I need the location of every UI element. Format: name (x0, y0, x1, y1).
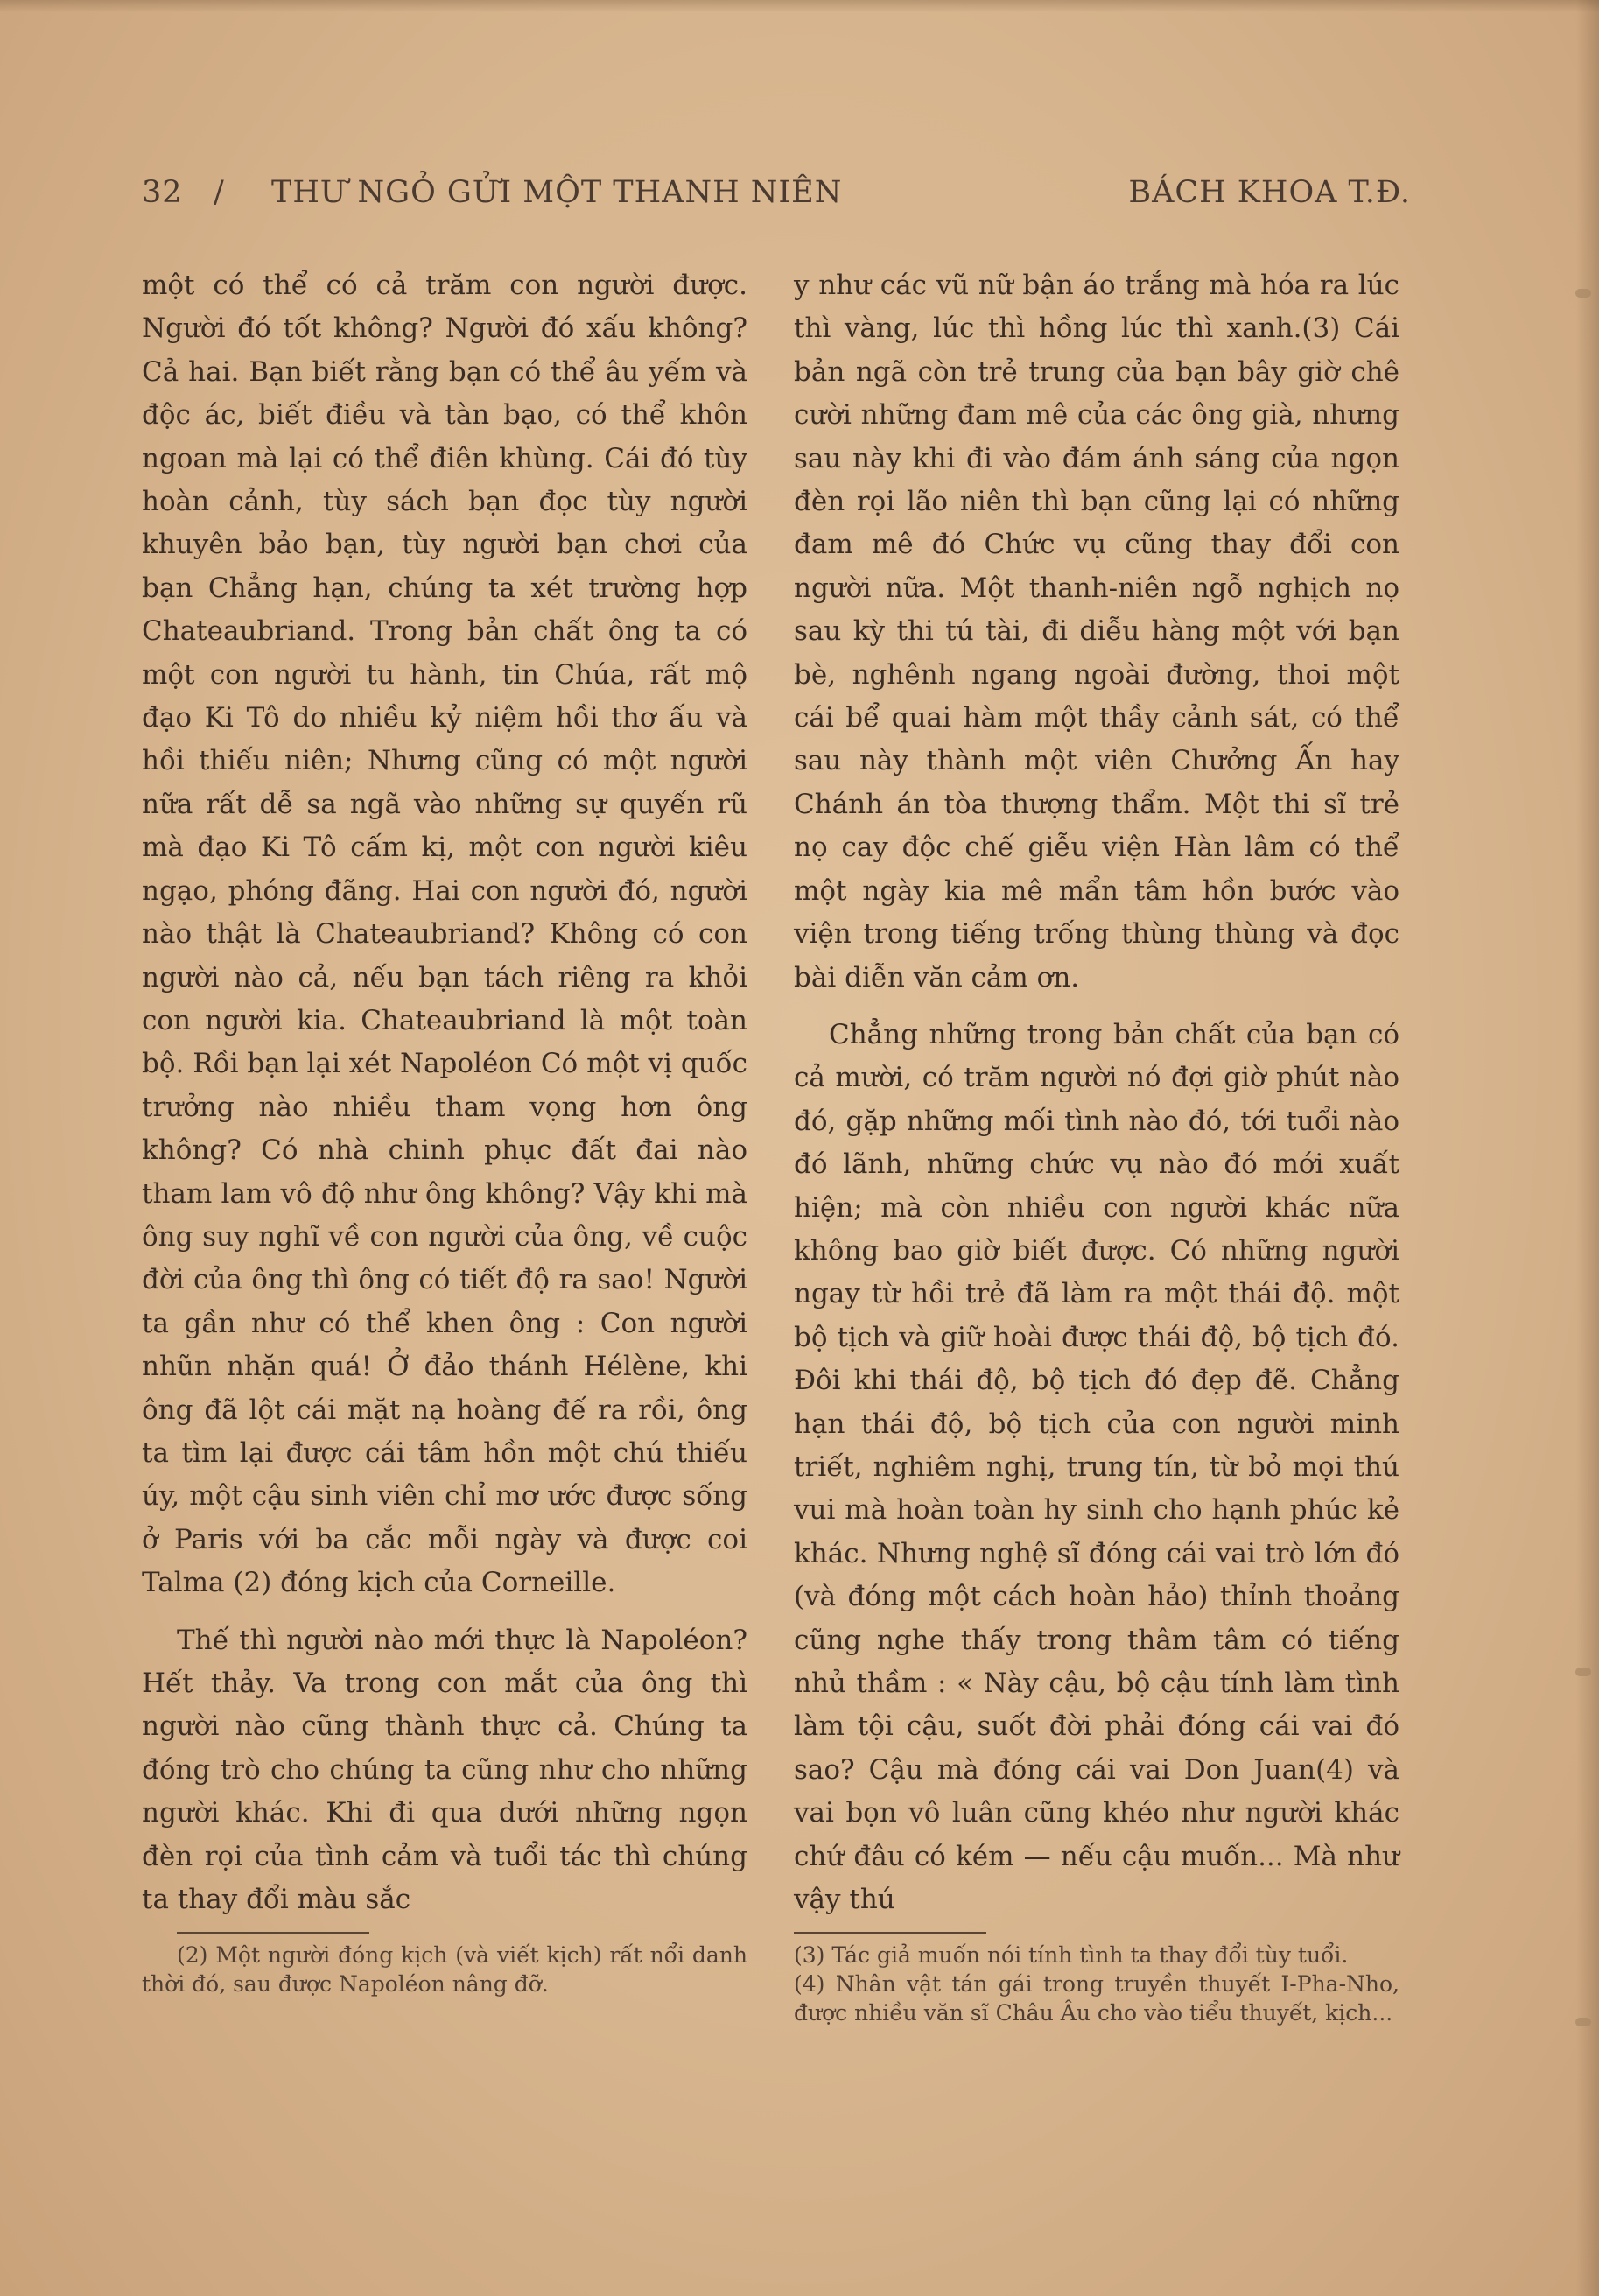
top-edge-shadow (0, 0, 1599, 12)
header-separator: / (214, 175, 225, 210)
header-publication: BÁCH KHOA T.Đ. (1128, 175, 1411, 210)
binding-hole-mark (1575, 1668, 1591, 1676)
footnote-3: (3) Tác giả muốn nói tính tình ta thay đổi tùy tuổi. (794, 1942, 1349, 1969)
binding-hole-mark (1575, 289, 1591, 298)
header-title: THƯ NGỎ GỬI MỘT THANH NIÊN (271, 175, 843, 210)
left-column (142, 264, 747, 1998)
right-paragraph-1: y như các vũ nữ bận áo trắng mà hóa ra lúc thì vàng, lúc thì hồng lúc thì xanh.(3) Cái bản ngã còn trẻ trung của bạn bây giờ chê cười những đam mê của các ông già, nhưng sau này khi đi vào đám ánh sáng của ngọn đèn rọi lão niên thì bạn cũng lại có những đam mê đó Chức vụ cũng thay đổi con người nữa. Một thanh-niên ngỗ nghịch nọ sau kỳ thi tú tài, đi diễu hàng một với bạn bè, nghênh ngang ngoài đường, thoi một cái bể quai hàm một thầy cảnh sát, có thể sau này thành một viên Chưởng Ấn hay Chánh án tòa thượng thẩm. Một thi sĩ trẻ nọ cay độc chế giễu viện Hàn lâm có thể một ngày kia mê mẩn tâm hồn bước vào viện trong tiếng trống thùng thùng và đọc bài diễn văn cảm ơn. (794, 270, 1399, 994)
running-header (142, 175, 1411, 228)
footnote-2: (2) Một người đóng kịch (và viết kịch) rất nổi danh thời đó, sau được Napoléon nâng đỡ. (142, 1942, 747, 1998)
page-number: 32 (142, 175, 183, 210)
right-column (794, 264, 1399, 2027)
binding-hole-mark (1575, 2018, 1591, 2026)
left-paragraph-2: Thế thì người nào mới thực là Napoléon? Hết thảy. Va trong con mắt của ông thì người nào cũng thành thực cả. Chúng ta đóng trò cho chúng ta cũng như cho những người khác. Khi đi qua dưới những ngọn đèn rọi của tình cảm và tuổi tác thì chúng ta thay đổi màu sắc (142, 1624, 747, 1916)
right-paragraph-2: Chẳng những trong bản chất của bạn có cả mười, có trăm người nó đợi giờ phút nào đó, gặp những mối tình nào đó, tới tuổi nào đó lãnh, những chức vụ nào đó mới xuất hiện; mà còn nhiều con người khác nữa không bao giờ biết được. Có những người ngay từ hồi trẻ đã làm ra một thái độ. một bộ tịch và giữ hoài được thái độ, bộ tịch đó. Đôi khi thái độ, bộ tịch đó đẹp đẽ. Chẳng hạn thái độ, bộ tịch của con người minh triết, nghiêm nghị, trung tín, từ bỏ mọi thú vui mà hoàn toàn hy sinh cho hạnh phúc kẻ khác. Nhưng nghệ sĩ đóng cái vai trò lớn đó (và đóng một cách hoàn hảo) thỉnh thoảng cũng nghe thấy trong thâm tâm có tiếng nhủ thầm : « Này cậu, bộ cậu tính làm tình làm tội cậu, suốt đời phải đóng cái vai đó sao? Cậu mà đóng cái vai Don Juan(4) và vai bọn vô luân cũng khéo như người khác chứ đâu có kém — nếu cậu muốn... Mà như vậy thú (794, 1018, 1399, 1916)
left-footnote-rule (177, 1932, 369, 1934)
left-paragraph-1: một có thể có cả trăm con người được. Người đó tốt không? Người đó xấu không? Cả hai. Bạn biết rằng bạn có thể âu yếm và độc ác, biết điều và tàn bạo, có thể khôn ngoan mà lại có thể điên khùng. Cái đó tùy hoàn cảnh, tùy sách bạn đọc tùy người khuyên bảo bạn, tùy người bạn chơi của bạn Chẳng hạn, chúng ta xét trường hợp Chateaubriand. Trong bản chất ông ta có một con người tu hành, tin Chúa, rất mộ đạo Ki Tô do nhiều kỷ niệm hồi thơ ấu và hồi thiếu niên; Nhưng cũng có một người nữa rất dễ sa ngã vào những sự quyến rũ mà đạo Ki Tô cấm kị, một con người kiêu ngạo, phóng đãng. Hai con người đó, người nào thật là Chateaubriand? Không có con người nào cả, nếu bạn tách riêng ra khỏi con người kia. Chateaubriand là một toàn bộ. Rồi bạn lại xét Napoléon Có một vị quốc trưởng nào nhiều tham vọng hơn ông không? Có nhà chinh phục đất đai nào tham lam vô độ như ông không? Vậy khi mà ông suy nghĩ về con người của ông, về cuộc đời của ông thì ông có tiết độ ra sao! Người ta gần như có thể khen ông : Con người nhũn nhặn quá! Ở đảo thánh Hélène, khi ông đã lột cái mặt nạ hoàng đế ra rồi, ông ta tìm lại được cái tâm hồn một chú thiếu úy, một cậu sinh viên chỉ mơ ước được sống ở Paris với ba cắc mỗi ngày và được coi Talma (2) đóng kịch của Corneille. (142, 270, 747, 1599)
footnote-4: (4) Nhân vật tán gái trong truyền thuyết I-Pha-Nho, được nhiều văn sĩ Châu Âu cho vào tiểu thuyết, kịch... (794, 1971, 1399, 2026)
right-footnote-rule (794, 1932, 986, 1934)
right-edge-shadow (1576, 0, 1599, 2296)
